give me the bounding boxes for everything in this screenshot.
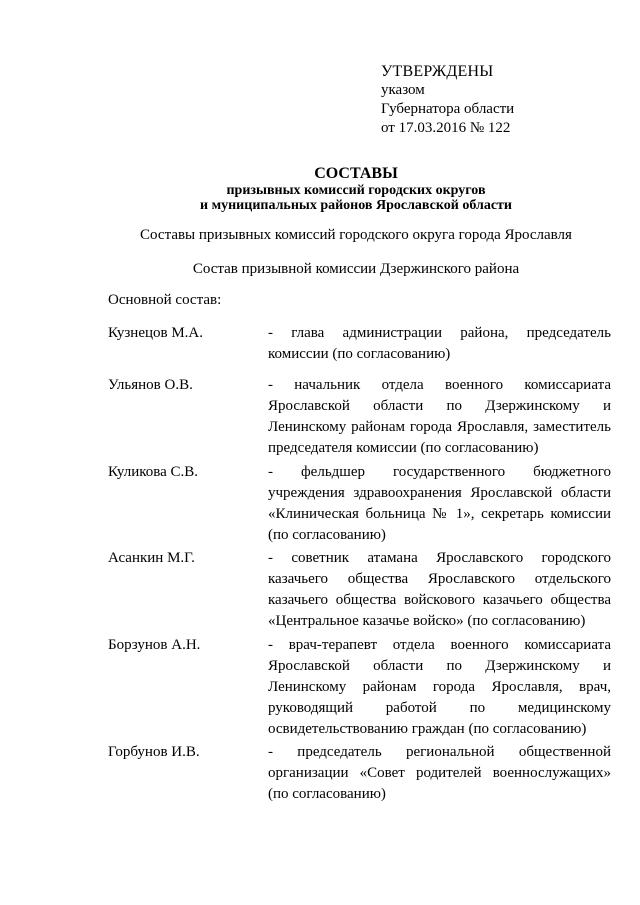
- section-heading-district: Состав призывной комиссии Дзержинского района: [192, 261, 520, 277]
- member-role: - фельдшер государственного бюджетного учреждения здравоохранения Ярославской области «Клиническая больница № 1», секретарь комиссии (по согласованию): [268, 464, 611, 543]
- member-name: Горбунов И.В.: [108, 744, 200, 760]
- approval-block: [381, 62, 514, 138]
- member-role: - глава администрации района, председатель комиссии (по согласованию): [268, 325, 611, 362]
- member-role: - советник атамана Ярославского городского казачьего общества Ярославского отдельского казачьего общества войскового казачьего общества «Центральное казачье войско» (по согласованию): [268, 550, 611, 629]
- document-title: СОСТАВЫ: [314, 165, 398, 182]
- member-role: - врач-терапевт отдела военного комиссариата Ярославской области по Дзержинскому и Ленинскому районам города Ярославля, врач, руководящий работой по медицинскому освидетельствованию граждан (по согласованию): [268, 637, 611, 737]
- member-name: Кузнецов М.А.: [108, 325, 204, 341]
- approval-date: от 17.03.2016 № 122: [381, 120, 511, 136]
- member-role: - начальник отдела военного комиссариата Ярославской области по Дзержинскому и Ленинскому районам города Ярославля, заместитель председателя комиссии (по согласованию): [268, 377, 611, 456]
- main-composition-label: Основной состав:: [108, 292, 222, 308]
- approval-authority: Губернатора области: [381, 101, 515, 117]
- document-subtitle-line1: призывных комиссий городских округов: [226, 183, 486, 198]
- member-name: Куликова С.В.: [108, 464, 199, 480]
- section-heading-city: Составы призывных комиссий городского округа города Ярославля: [140, 227, 572, 243]
- approval-decree: указом: [381, 82, 425, 98]
- member-name: Асанкин М.Г.: [108, 550, 195, 566]
- member-name: Борзунов А.Н.: [108, 637, 201, 653]
- document-subtitle-line2: и муниципальных районов Ярославской области: [200, 198, 512, 213]
- approval-title: УТВЕРЖДЕНЫ: [381, 63, 494, 80]
- member-name: Ульянов О.В.: [108, 377, 193, 393]
- member-role: - председатель региональной общественной организации «Совет родителей военнослужащих» (по согласованию): [268, 744, 611, 802]
